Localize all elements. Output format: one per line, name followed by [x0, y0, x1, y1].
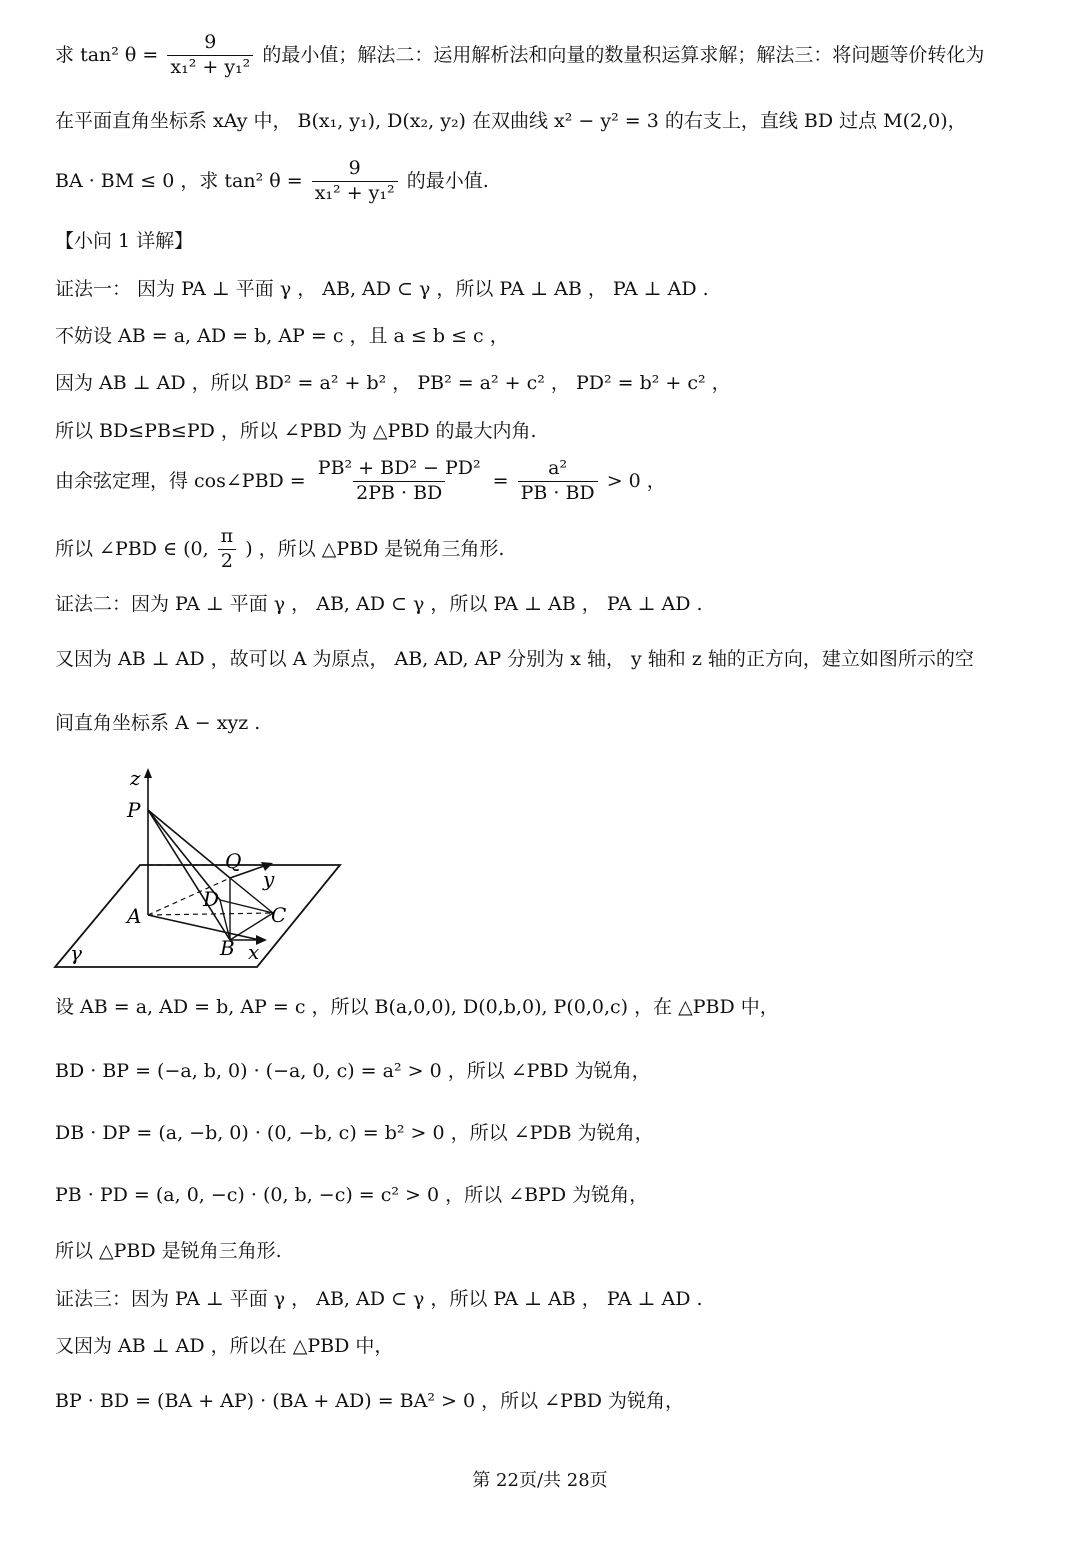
fraction-numerator: a²: [548, 457, 568, 479]
fraction: [315, 458, 484, 505]
text-fragment: =: [492, 469, 509, 492]
text-fragment: 求: [55, 43, 75, 66]
proof2-line-6: DB · DP = (a, −b, 0) · (0, −b, c) = b² > 0 ，所以 ∠PDB 为锐角，: [55, 1122, 654, 1144]
fraction: [218, 526, 237, 573]
fraction-denominator: 2: [218, 549, 236, 573]
text-fragment: ) ，所以 △PBD 是锐角三角形.: [245, 537, 505, 560]
fraction-denominator: x₁² + y₁²: [167, 55, 253, 79]
label-A: A: [127, 904, 142, 928]
plane-gamma: [55, 865, 340, 967]
text-fragment: 由余弦定理，得 cos∠PBD =: [55, 469, 306, 492]
proof3-line-3: BP · BD = (BA + AP) · (BA + AD) = BA² > 0 ，所以 ∠PBD 为锐角，: [55, 1390, 685, 1412]
fraction: [312, 158, 398, 205]
fraction-numerator: 9: [348, 157, 361, 179]
fraction: [518, 458, 598, 505]
proof1-line-1: 证法一： 因为 PA ⊥ 平面 γ ， AB, AD ⊂ γ ，所以 PA ⊥ AB ， PA ⊥ AD .: [55, 278, 709, 300]
edge-PB: [148, 810, 230, 940]
fraction-denominator: PB · BD: [518, 481, 598, 505]
fraction-denominator: x₁² + y₁²: [312, 181, 398, 205]
text-fragment: BA · BM ≤ 0 ，求: [55, 169, 219, 192]
z-arrow-icon: [144, 768, 152, 778]
label-P: P: [127, 798, 141, 822]
fraction-numerator: PB² + BD² − PD²: [317, 457, 481, 479]
label-z: z: [130, 766, 141, 790]
coordinate-figure: [45, 760, 355, 975]
proof2-line-7: PB · PD = (a, 0, −c) · (0, b, −c) = c² > 0 ，所以 ∠BPD 为锐角，: [55, 1184, 649, 1206]
text-fragment: > 0 ，: [606, 469, 666, 492]
fraction-denominator: 2PB · BD: [353, 481, 445, 505]
proof1-line-6: [55, 526, 504, 573]
label-Q: Q: [225, 849, 242, 873]
edge-PQ: [148, 810, 230, 878]
page-footer: 第 22页/共 28页: [472, 1470, 608, 1491]
proof3-line-2: 又因为 AB ⊥ AD ，所以在 △PBD 中，: [55, 1335, 394, 1357]
text-fragment: 所以 ∠PBD ∈ (0,: [55, 537, 209, 560]
proof2-line-4: 设 AB = a, AD = b, AP = c ，所以 B(a,0,0), D(0,b,0), P(0,0,c) ，在 △PBD 中，: [55, 996, 779, 1018]
fraction-numerator: π: [220, 525, 234, 547]
proof1-line-2: 不妨设 AB = a, AD = b, AP = c ，且 a ≤ b ≤ c ，: [55, 325, 509, 347]
text-line-2: 在平面直角坐标系 xAy 中， B(x₁, y₁), D(x₂, y₂) 在双曲线 x² − y² = 3 的右支上，直线 BD 过点 M(2,0)，: [55, 110, 967, 132]
proof2-line-1: 证法二：因为 PA ⊥ 平面 γ ， AB, AD ⊂ γ ，所以 PA ⊥ AB ， PA ⊥ AD .: [55, 593, 703, 615]
math-expression: tan² θ =: [224, 169, 303, 192]
label-D: D: [203, 887, 220, 911]
edge-DB: [220, 900, 230, 940]
section-label: 【小问 1 详解】: [55, 230, 194, 252]
label-x: x: [248, 940, 260, 964]
text-fragment: 的最小值.: [406, 169, 489, 192]
fraction-numerator: 9: [204, 31, 217, 53]
label-y: y: [263, 867, 275, 891]
edge-BC: [230, 913, 273, 940]
proof3-line-1: 证法三：因为 PA ⊥ 平面 γ ， AB, AD ⊂ γ ，所以 PA ⊥ AB ， PA ⊥ AD .: [55, 1288, 703, 1310]
math-expression: tan² θ =: [80, 43, 159, 66]
proof2-line-2: 又因为 AB ⊥ AD ，故可以 A 为原点， AB, AD, AP 分别为 x 轴， y 轴和 z 轴的正方向，建立如图所示的空: [55, 648, 974, 670]
text-fragment: 的最小值；解法二：运用解析法和向量的数量积运算求解；解法三：将问题等价转化为: [262, 43, 985, 66]
label-C: C: [271, 903, 287, 927]
proof1-line-3: 因为 AB ⊥ AD ，所以 BD² = a² + b² ， PB² = a² + c² ， PD² = b² + c² ，: [55, 372, 731, 394]
proof1-line-4: 所以 BD≤PB≤PD ，所以 ∠PBD 为 △PBD 的最大内角.: [55, 420, 537, 442]
text-line-1: [55, 32, 984, 79]
dashed-line: [148, 913, 273, 915]
fraction: [167, 32, 253, 79]
proof2-line-5: BD · BP = (−a, b, 0) · (−a, 0, c) = a² > 0 ，所以 ∠PBD 为锐角，: [55, 1060, 651, 1082]
proof2-line-3: 间直角坐标系 A − xyz .: [55, 712, 261, 734]
label-gamma: γ: [70, 941, 82, 965]
x-axis: [148, 915, 260, 940]
text-line-3: [55, 158, 489, 205]
proof2-line-8: 所以 △PBD 是锐角三角形.: [55, 1240, 282, 1262]
proof1-line-5: [55, 458, 666, 505]
label-B: B: [220, 936, 235, 960]
